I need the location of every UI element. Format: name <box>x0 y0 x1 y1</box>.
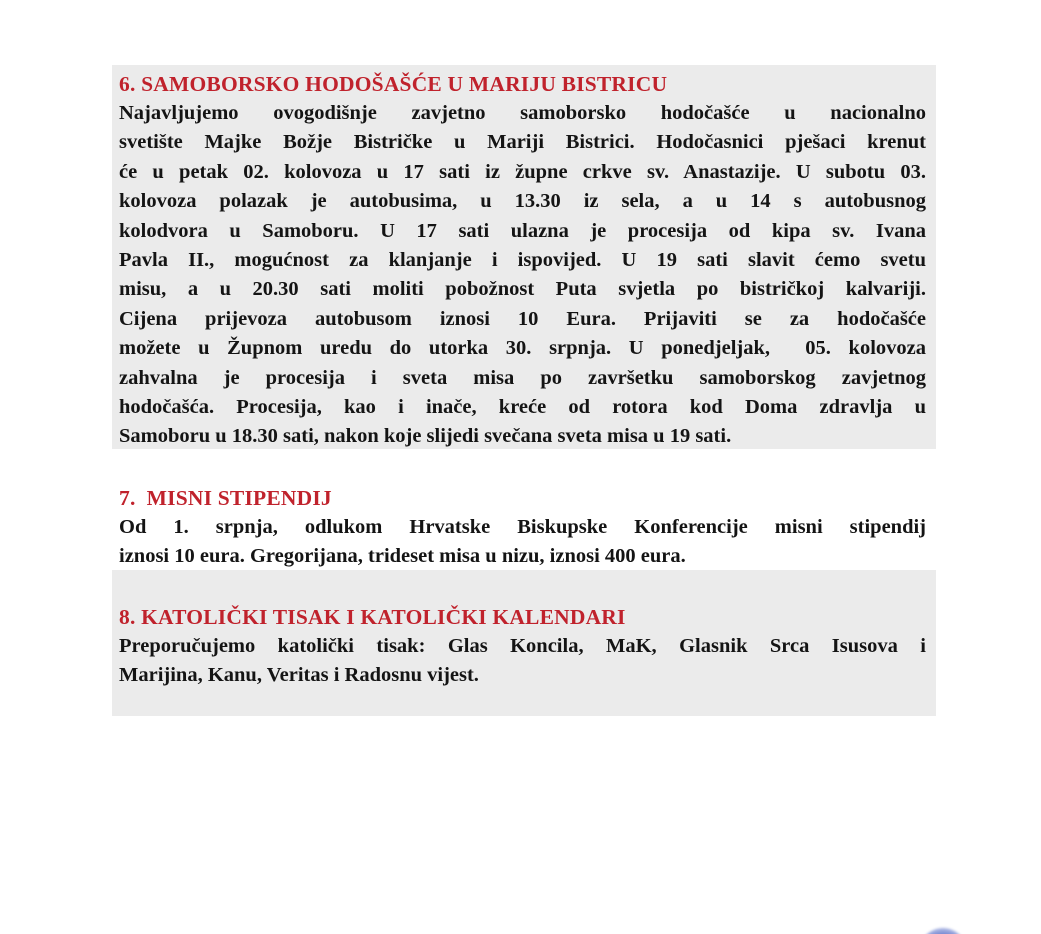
section-8-paragraph <box>119 632 926 691</box>
text-line: Samoboru u 18.30 sati, nakon koje slijedi svečana sveta misa u 19 sati. <box>119 425 732 448</box>
text-line: Od 1. srpnja, odlukom Hrvatske Biskupske Konferencije misni stipendij <box>119 516 926 538</box>
section-6-heading: 6. SAMOBORSKO HODOŠAŠĆE U MARIJU BISTRICU <box>119 72 668 96</box>
text-line: kolovoza polazak je autobusima, u 13.30 iz sela, a u 14 s autobusnog <box>119 190 926 213</box>
text-line: Pavla II., mogućnost za klanjanje i ispovijed. U 19 sati slavit ćemo svetu <box>119 249 926 272</box>
text-line: će u petak 02. kolovoza u 17 sati iz župne crkve sv. Anastazije. U subotu 03. <box>119 160 926 183</box>
text-line: Cijena prijevoza autobusom iznosi 10 Eura. Prijaviti se za hodočašće <box>119 307 926 330</box>
text-line: Najavljujemo ovogodišnje zavjetno samoborsko hodočašće u nacionalno <box>119 102 926 124</box>
section-8-heading: 8. KATOLIČKI TISAK I KATOLIČKI KALENDARI <box>119 605 626 629</box>
text-line: iznosi 10 eura. Gregorijana, trideset misa u nizu, iznosi 400 eura. <box>119 545 686 568</box>
text-line: možete u Župnom uredu do utorka 30. srpnja. U ponedjeljak, 05. kolovoza <box>119 337 926 360</box>
section-7-heading: 7. MISNI STIPENDIJ <box>119 486 332 510</box>
text-line: Preporučujemo katolički tisak: Glas Koncila, MaK, Glasnik Srca Isusova i <box>119 635 926 657</box>
text-line: hodočašća. Procesija, kao i inače, kreće od rotora kod Doma zdravlja u <box>119 396 926 419</box>
chat-bubble-button[interactable] <box>919 928 967 934</box>
text-line: kolodvora u Samoboru. U 17 sati ulazna je procesija od kipa sv. Ivana <box>119 219 926 242</box>
section-7-misni-stipendij <box>112 483 936 572</box>
text-line: misu, a u 20.30 sati moliti pobožnost Puta svjetla po bistričkoj kalvariji. <box>119 278 926 301</box>
text-line: svetište Majke Božje Bistričke u Mariji Bistrici. Hodočasnici pješaci krenut <box>119 131 926 154</box>
section-6-samoborsko-hodosasce <box>112 65 936 449</box>
section-6-paragraph <box>119 99 926 452</box>
text-line: zahvalna je procesija i sveta misa po završetku samoborskog zavjetnog <box>119 366 926 389</box>
section-8-katolicki-tisak <box>112 570 936 716</box>
section-7-paragraph <box>119 513 926 572</box>
text-line: Marijina, Kanu, Veritas i Radosnu vijest. <box>119 664 479 687</box>
